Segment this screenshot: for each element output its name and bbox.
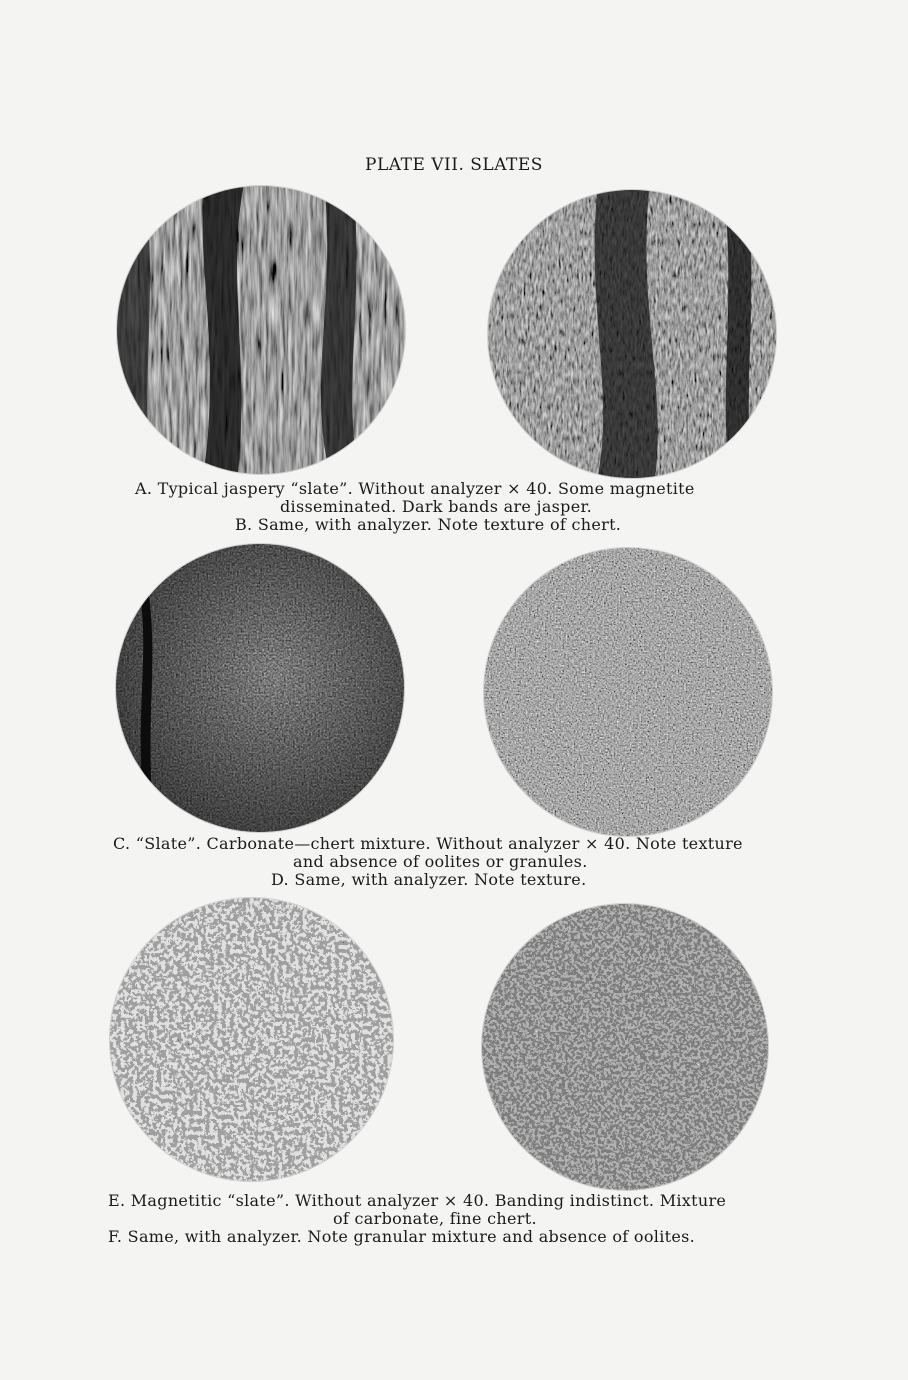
caption-e-line-2: of carbonate, fine chert.	[333, 1209, 537, 1228]
caption-ef	[108, 1192, 808, 1246]
micrograph-a	[117, 186, 405, 474]
caption-a-line-2: disseminated. Dark bands are jasper.	[280, 497, 593, 516]
plate-title: PLATE VII. SLATES	[365, 155, 543, 175]
micrograph-b	[488, 190, 776, 478]
caption-a-line-1: A. Typical jaspery “slate”. Without analyzer × 40. Some magnetite	[135, 479, 695, 498]
caption-ab	[135, 480, 775, 534]
caption-cd	[113, 835, 793, 889]
caption-c-line-2: and absence of oolites or granules.	[293, 852, 588, 871]
caption-c-line-1: C. “Slate”. Carbonate—chert mixture. Without analyzer × 40. Note texture	[113, 834, 743, 853]
caption-b-line: B. Same, with analyzer. Note texture of chert.	[235, 515, 622, 534]
caption-d-line: D. Same, with analyzer. Note texture.	[271, 870, 587, 889]
caption-e-line-1: E. Magnetitic “slate”. Without analyzer × 40. Banding indistinct. Mixture	[108, 1191, 727, 1210]
micrograph-f	[482, 904, 768, 1190]
caption-f-line: F. Same, with analyzer. Note granular mixture and absence of oolites.	[108, 1227, 696, 1246]
micrograph-d	[484, 548, 772, 836]
micrograph-c	[116, 544, 404, 832]
micrograph-e	[110, 898, 393, 1181]
